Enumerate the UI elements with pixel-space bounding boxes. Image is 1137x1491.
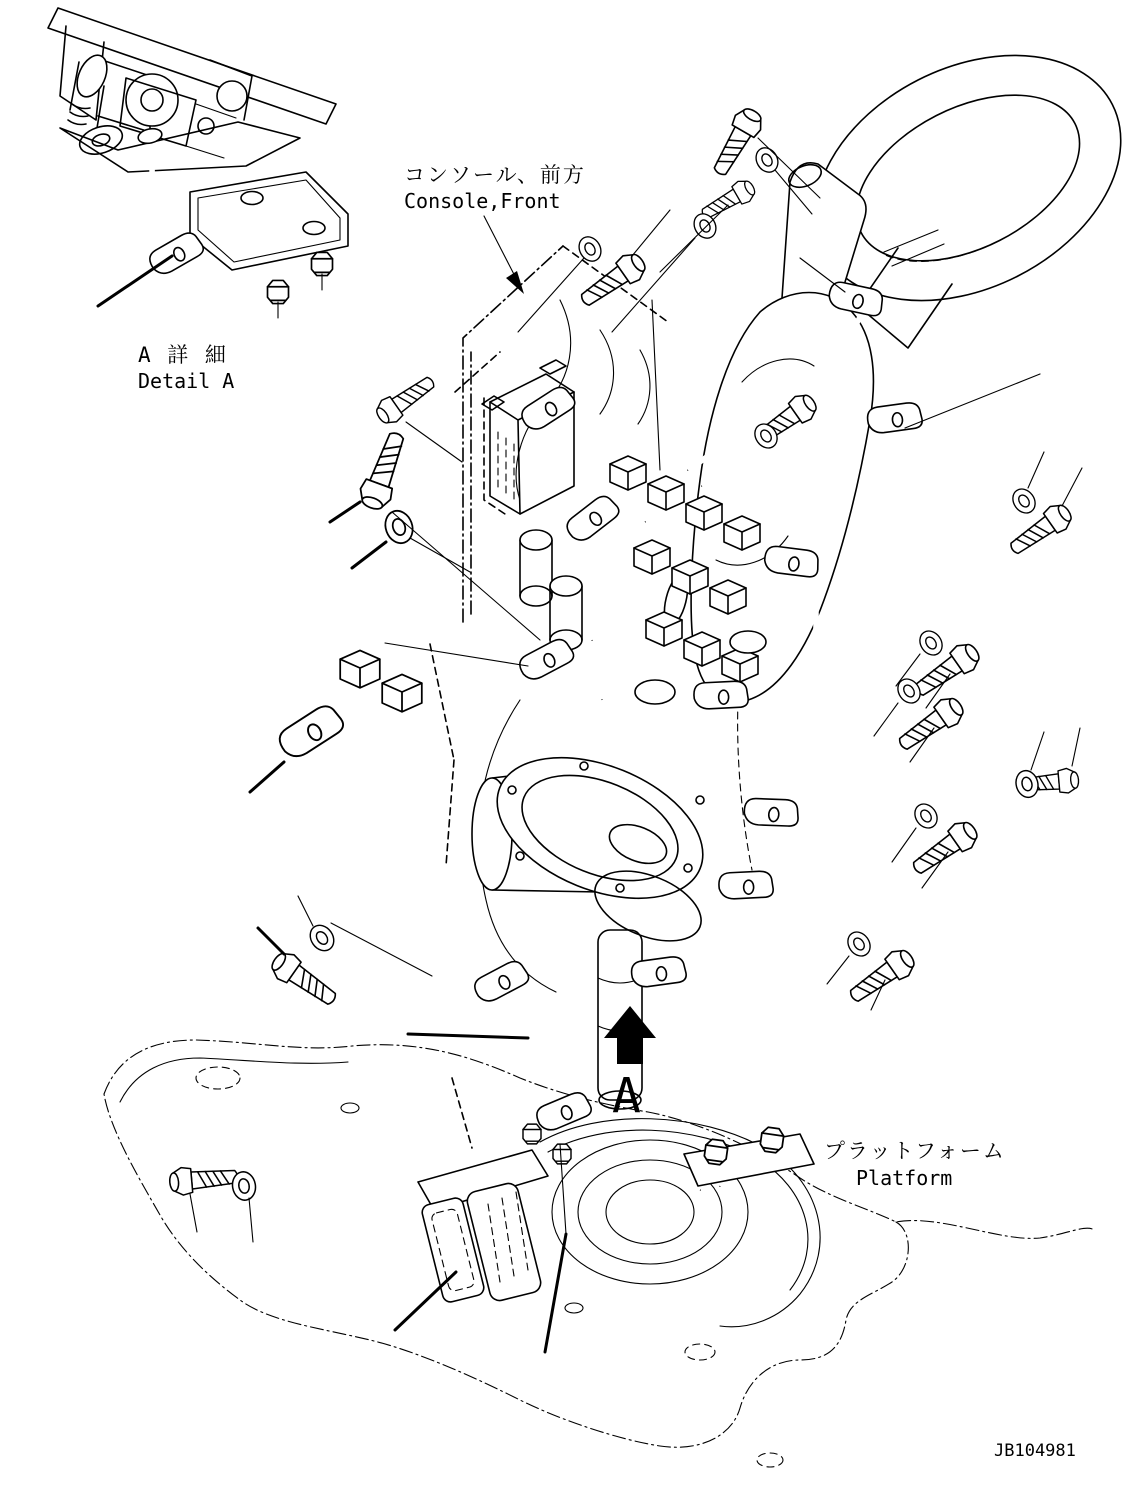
bolt [356, 428, 413, 513]
controller-unit [482, 360, 574, 514]
hex-bolt [312, 252, 333, 275]
washer [910, 800, 941, 833]
washer [305, 921, 338, 956]
console-front-label-en: Console,Front [404, 189, 561, 213]
valve-port-cap [635, 680, 675, 704]
cable-clamp [865, 396, 925, 440]
platform-hole [341, 1103, 359, 1113]
platform-label-jp: プラットフォーム [824, 1139, 1006, 1163]
hex-nut [523, 1124, 541, 1144]
pedal-valve-body [60, 26, 300, 172]
bolt [907, 816, 982, 881]
platform-hole [685, 1344, 715, 1360]
cable-clamp [472, 959, 532, 1003]
steering-column-base [523, 1124, 814, 1284]
platform-hole [757, 1453, 783, 1467]
harness-connector-bracket [418, 1150, 548, 1304]
washer [1013, 768, 1041, 800]
washer [843, 928, 874, 961]
bolt [267, 947, 342, 1012]
washer [575, 233, 605, 265]
platform-plate [104, 1040, 1094, 1467]
cable-clamp [561, 493, 624, 544]
console-front-callout [404, 163, 586, 294]
valve-port-cap [730, 631, 766, 653]
drawing-number: JB104981 [994, 1441, 1076, 1461]
solenoid-cylinder [520, 530, 582, 650]
view-direction-letter: A [612, 1068, 641, 1124]
harness-connector [340, 650, 422, 711]
washer [752, 144, 782, 176]
detail-a-label-jp: A 詳 細 [138, 343, 228, 367]
washer [1008, 485, 1039, 518]
cable-clamp [517, 637, 577, 681]
detail-a-inset [48, 8, 416, 393]
detail-a-label-en: Detail A [138, 369, 235, 393]
bolt [372, 370, 440, 428]
bolt [169, 1163, 239, 1196]
washer [893, 675, 924, 708]
leader-line [98, 256, 172, 306]
steering-column-cowl [691, 293, 873, 871]
hex-nut [553, 1144, 571, 1164]
console-front-label-jp: コンソール、前方 [404, 163, 586, 187]
bolt [1005, 499, 1077, 561]
platform-hole [196, 1067, 240, 1089]
steering-unit [472, 730, 723, 955]
clamp-bracket [274, 703, 348, 760]
platform-hole [565, 1303, 583, 1313]
hex-bolt [268, 280, 289, 303]
bolt [706, 104, 767, 181]
platform-label-en: Platform [856, 1166, 953, 1190]
platform-callout [824, 1139, 1006, 1190]
hydraulic-hose-loop [581, 522, 692, 673]
